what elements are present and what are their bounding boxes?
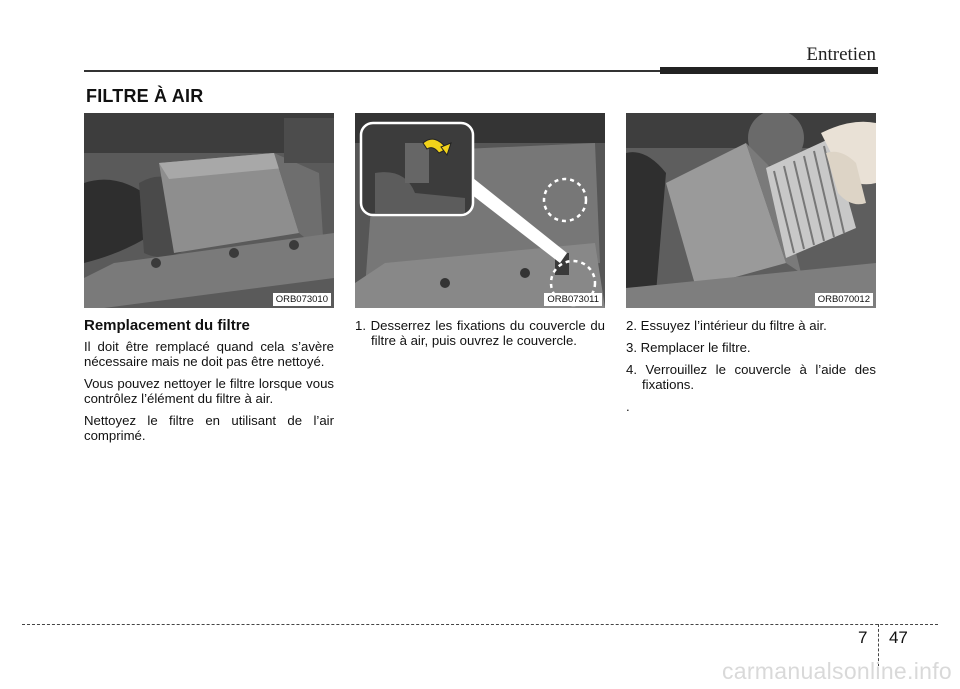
page-number-value: 47 bbox=[888, 628, 908, 647]
photo-filter-replacement bbox=[626, 113, 876, 308]
photo-air-filter-housing bbox=[84, 113, 334, 308]
header-rule bbox=[84, 70, 660, 72]
page-number bbox=[858, 628, 908, 648]
header-rule-accent bbox=[660, 67, 878, 74]
column-steps-2-4 bbox=[626, 318, 876, 421]
subheading: Remplacement du filtre bbox=[84, 317, 250, 334]
photo-filter-cover-clips bbox=[355, 113, 605, 308]
paragraph: Nettoyez le filtre en utilisant de l’air comprimé. bbox=[84, 413, 334, 443]
step-item: 1. Desserrez les fixations du couvercle du filtre à air, puis ouvrez le couvercle. bbox=[355, 318, 605, 348]
air-filter-housing-photo-icon bbox=[84, 113, 334, 308]
paragraph: Vous pouvez nettoyer le filtre lorsque vous contrôlez l’élément du filtre à air. bbox=[84, 376, 334, 406]
image-code: ORB070012 bbox=[815, 293, 873, 306]
image-code: ORB073011 bbox=[544, 293, 602, 306]
section-title: FILTRE À AIR bbox=[86, 86, 204, 106]
trailing-period: . bbox=[626, 399, 630, 414]
step-item: 4. Verrouillez le couvercle à l’aide des fixations. bbox=[626, 362, 876, 392]
filter-replacement-photo-icon bbox=[626, 113, 876, 308]
watermark: carmanualsonline.info bbox=[721, 658, 952, 684]
footer-dashed-rule bbox=[22, 624, 938, 625]
paragraph: Il doit être remplacé quand cela s’avère nécessaire mais ne doit pas être nettoyé. bbox=[84, 339, 334, 369]
chapter-title: Entretien bbox=[806, 44, 876, 65]
column-filter-replacement bbox=[84, 318, 334, 450]
chapter-number: 7 bbox=[858, 628, 868, 647]
step-item: 3. Remplacer le filtre. bbox=[626, 340, 751, 355]
column-step-1 bbox=[355, 318, 605, 355]
step-item: 2. Essuyez l’intérieur du filtre à air. bbox=[626, 318, 827, 333]
filter-cover-clips-photo-icon bbox=[355, 113, 605, 308]
image-code: ORB073010 bbox=[273, 293, 331, 306]
